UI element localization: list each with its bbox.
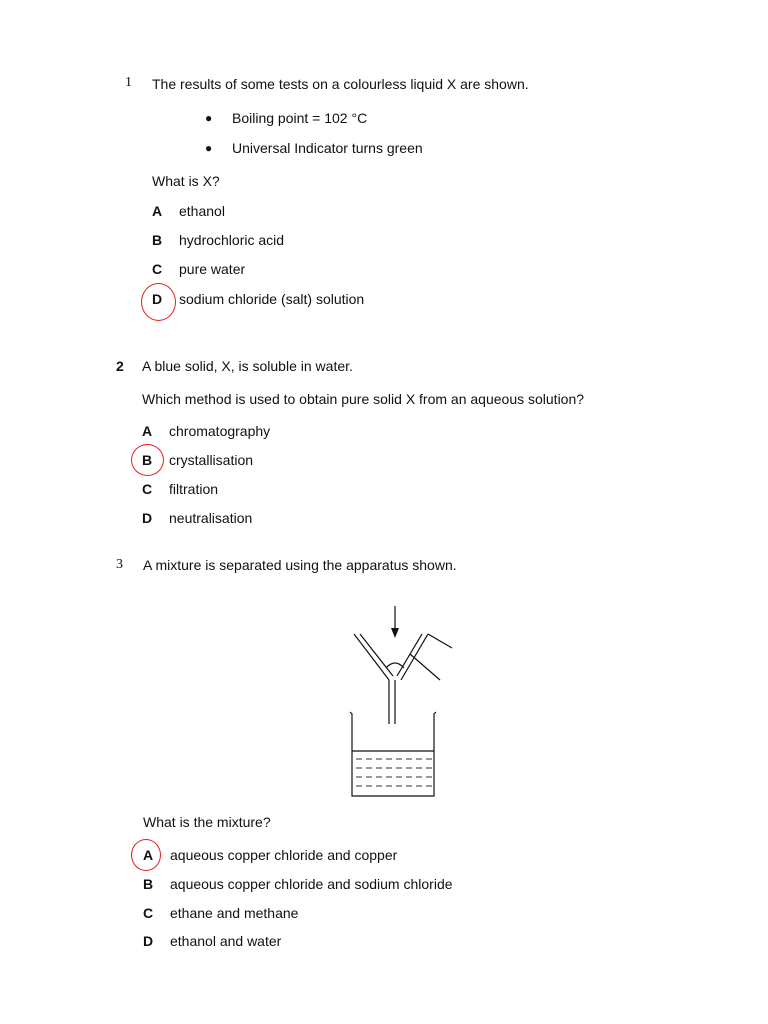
question-3-option-b-letter: B	[143, 876, 154, 892]
question-1-bullet-2: Universal Indicator turns green	[232, 140, 423, 156]
question-3-option-d-text: ethanol and water	[170, 933, 282, 949]
question-3-option-c-text: ethane and methane	[170, 905, 299, 921]
question-1-bullet-1: Boiling point = 102 °C	[232, 110, 368, 126]
question-2-option-b-letter: B	[142, 452, 153, 468]
question-2-option-c-text: filtration	[169, 481, 219, 497]
question-3-option-d-letter: D	[143, 933, 154, 949]
question-2-option-c-letter: C	[142, 481, 153, 497]
question-1-option-b-text: hydrochloric acid	[179, 232, 285, 248]
question-1-option-d-text: sodium chloride (salt) solution	[179, 291, 365, 307]
question-1-option-a-text: ethanol	[179, 203, 225, 219]
question-1-option-a-letter: A	[152, 203, 163, 219]
question-3-stem: A mixture is separated using the apparatus shown.	[143, 557, 457, 573]
question-2-option-a-letter: A	[142, 423, 153, 439]
question-3-option-c-letter: C	[143, 905, 154, 921]
question-1-option-d-letter: D	[152, 291, 163, 307]
question-2-number: 2	[116, 358, 124, 374]
question-1-option-b-letter: B	[152, 232, 163, 248]
question-2-option-d-text: neutralisation	[169, 510, 253, 526]
answer-circle-mark	[131, 444, 164, 476]
question-2-question: Which method is used to obtain pure solid X from an aqueous solution?	[142, 391, 585, 407]
bullet-icon: ●	[205, 111, 213, 125]
question-2-option-a-text: chromatography	[169, 423, 271, 439]
question-1-option-c-letter: C	[152, 261, 163, 277]
question-3-number: 3	[116, 557, 123, 572]
question-1-stem: The results of some tests on a colourless liquid X are shown.	[152, 76, 529, 92]
answer-circle-mark	[131, 839, 161, 871]
filtration-apparatus-diagram	[340, 600, 460, 805]
question-1-number: 1	[125, 75, 132, 90]
answer-circle-mark	[141, 283, 176, 321]
question-3-question: What is the mixture?	[143, 814, 271, 830]
question-2-stem: A blue solid, X, is soluble in water.	[142, 358, 353, 374]
question-2-option-b-text: crystallisation	[169, 452, 254, 468]
bullet-icon: ●	[205, 141, 213, 155]
question-3-option-a-letter: A	[143, 847, 154, 863]
question-1-option-c-text: pure water	[179, 261, 246, 277]
question-2-option-d-letter: D	[142, 510, 153, 526]
question-3-option-b-text: aqueous copper chloride and sodium chloride	[170, 876, 453, 892]
question-1-question: What is X?	[152, 173, 220, 189]
question-3-option-a-text: aqueous copper chloride and copper	[170, 847, 398, 863]
